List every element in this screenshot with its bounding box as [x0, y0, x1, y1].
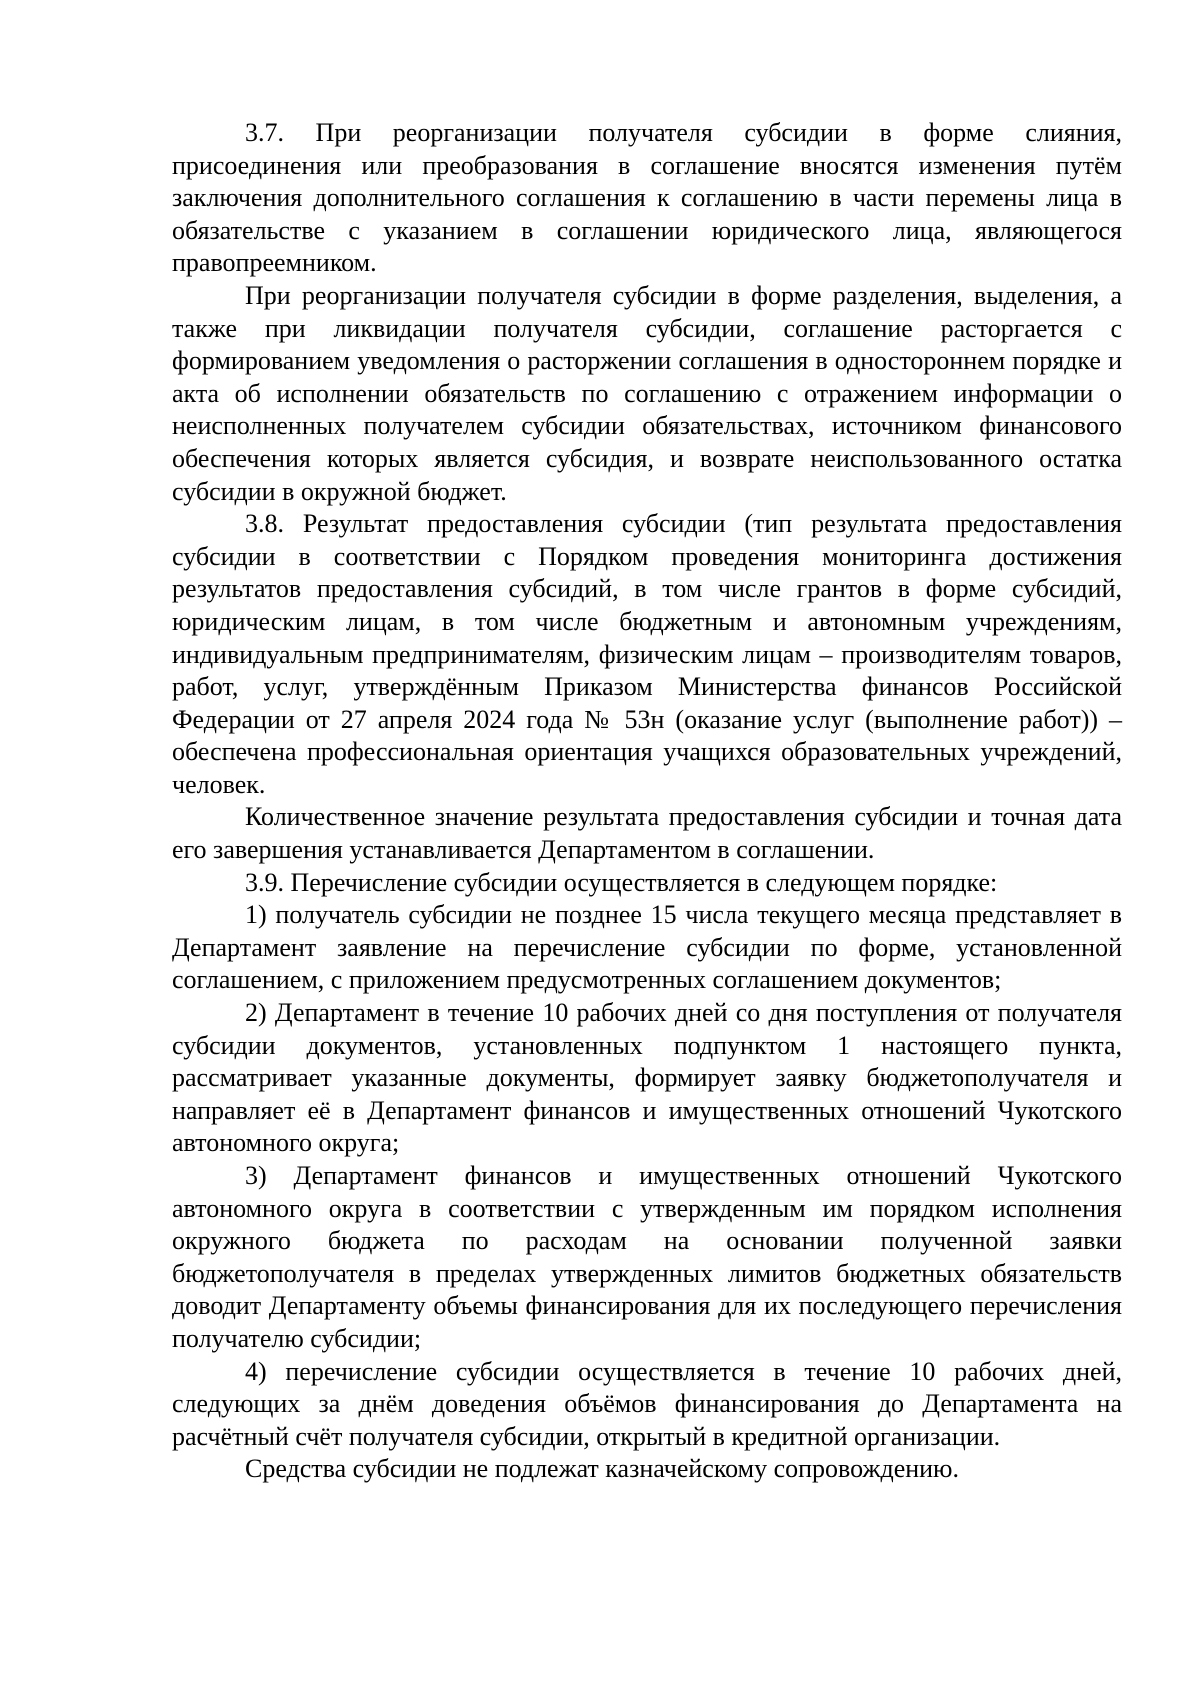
list-item-4: 4) перечисление субсидии осуществляется в течение 10 рабочих дней, следующих за днём доведения объёмов финансирования до Департамента на расчётный счёт получателя субсидии, открытый в кредитной организации. [172, 1356, 1122, 1451]
paragraph-quantitative-value: Количественное значение результата предоставления субсидии и точная дата его завершения устанавливается Департаментом в соглашении. [172, 802, 1122, 865]
paragraph-3-8: 3.8. Результат предоставления субсидии (тип результата предоставления субсидии в соответствии с Порядком проведения мониторинга достижения результатов предоставления субсидий, в том числе грантов в форме субсидий, юридическим лицам, в том числе бюджетным и автономным учреждениям, индивидуальным предпринимателям, физическим лицам – производителям товаров, работ, услуг, утверждённым Приказом Министерства финансов Российской Федерации от 27 апреля 2024 года № 53н (оказание услуг (выполнение работ)) – обеспечена профессиональная ориентация учащихся образовательных учреждений, человек. [172, 509, 1122, 799]
list-item-3: 3) Департамент финансов и имущественных отношений Чукотского автономного округа в соответствии с утвержденным им порядком исполнения окружного бюджета по расходам на основании полученной заявки бюджетополучателя в пределах утвержденных лимитов бюджетных обязательств доводит Департаменту объемы финансирования для их последующего перечисления получателю субсидии; [172, 1161, 1122, 1353]
paragraph-reorganization-division: При реорганизации получателя субсидии в форме разделения, выделения, а также при ликвидации получателя субсидии, соглашение расторгается с формированием уведомления о расторжении соглашения в одностороннем порядке и акта об исполнении обязательств по соглашению с отражением информации о неисполненных получателем субсидии обязательствах, источником финансового обеспечения которых является субсидия, и возврате неиспользованного остатка субсидии в окружной бюджет. [172, 280, 1122, 506]
paragraph-3-7: 3.7. При реорганизации получателя субсидии в форме слияния, присоединения или преобразования в соглашение вносятся изменения путём заключения дополнительного соглашения к соглашению в части перемены лица в обязательстве с указанием в соглашении юридического лица, являющегося правопреемником. [172, 118, 1122, 278]
document-page [172, 117, 1122, 1486]
paragraph-treasury-support: Средства субсидии не подлежат казначейскому сопровождению. [245, 1454, 959, 1484]
list-item-2: 2) Департамент в течение 10 рабочих дней со дня поступления от получателя субсидии документов, установленных подпунктом 1 настоящего пункта, рассматривает указанные документы, формирует заявку бюджетополучателя и направляет её в Департамент финансов и имущественных отношений Чукотского автономного округа; [172, 998, 1122, 1158]
paragraph-3-9: 3.9. Перечисление субсидии осуществляется в следующем порядке: [245, 867, 998, 897]
list-item-1: 1) получатель субсидии не позднее 15 числа текущего месяца представляет в Департамент заявление на перечисление субсидии по форме, установленной соглашением, с приложением предусмотренных соглашением документов; [172, 900, 1122, 995]
